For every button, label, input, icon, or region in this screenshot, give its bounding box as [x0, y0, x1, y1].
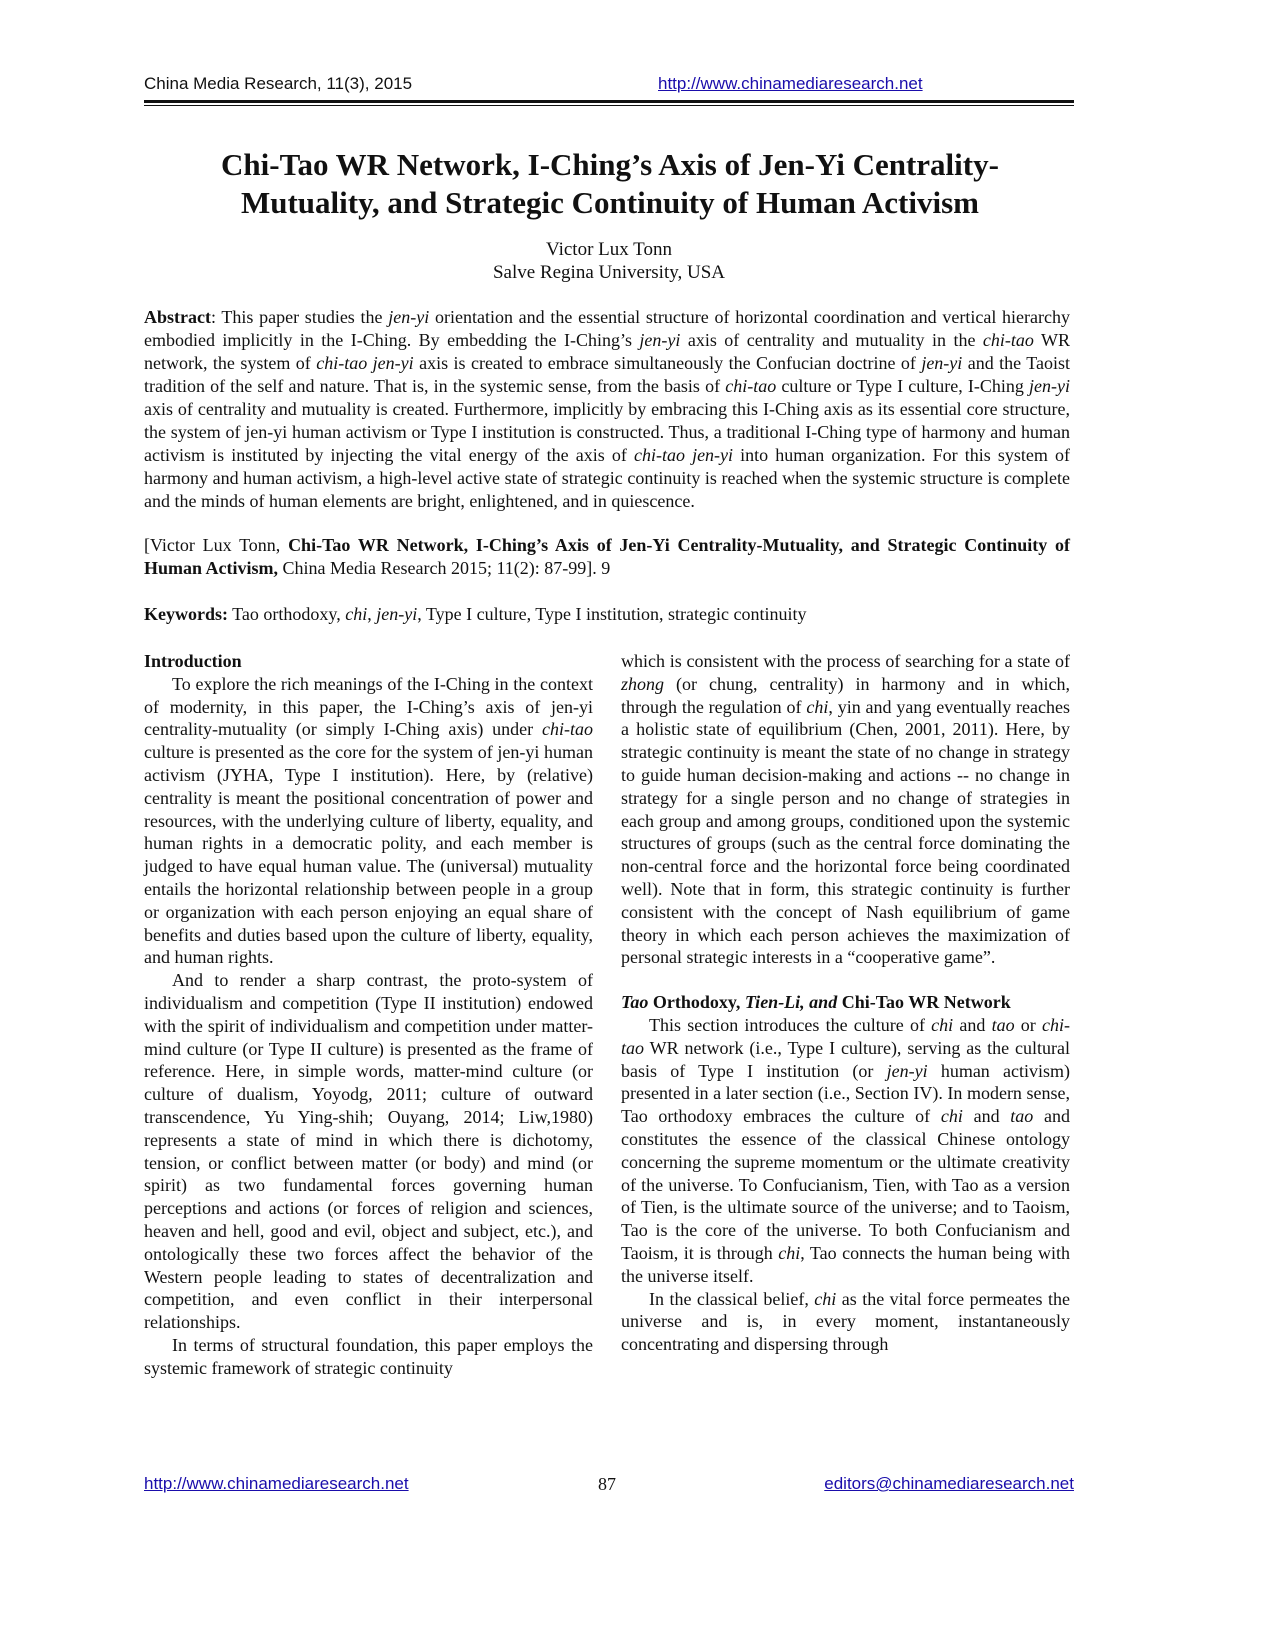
citation [144, 534, 1070, 580]
running-header [144, 72, 1074, 100]
abstract-label: Abstract [144, 307, 211, 327]
paragraph [144, 673, 593, 969]
paragraph-term: chi [778, 1242, 801, 1263]
abstract-term: jen-yi [639, 330, 681, 350]
abstract-text: axis of centrality and mutuality in the [680, 330, 983, 350]
paragraph-text: , yin and yang eventually reaches a holistic state of equilibrium (Chen, 2001, 2011). Here, by strategic continuity is meant the state of no change in strategy to guide human decision-making and actions -- no change in strategy for a single person and no change of strategies in each group and among groups, conditioned upon the systemic structures of groups (such as the central force dominating the non-central force and the horizontal force being coordinated well). Note that in form, this strategic continuity is further consistent with the concept of Nash equilibrium of game theory in which each person achieves the maximization of personal strategic interests in a “cooperative game”. [621, 696, 1071, 968]
paragraph-term: chi-tao [542, 719, 593, 740]
paragraph-text: To explore the rich meanings of the I-Ching in the context of modernity, in this paper, the I-Ching’s axis of jen-yi centrality-mutuality (or simply I-Ching axis) under [144, 673, 593, 740]
paragraph-text: and [962, 1106, 1011, 1127]
header-journal-link[interactable]: http://www.chinamediaresearch.net [658, 74, 923, 93]
paragraph-text: and [953, 1014, 992, 1035]
paragraph-term: tao [1010, 1106, 1034, 1127]
keywords-text: , Type I culture, Type I institution, strategic continuity [417, 604, 807, 624]
abstract-text: culture or Type I culture, I-Ching [776, 376, 1030, 396]
paragraph-text: and constitutes the essence of the classical Chinese ontology concerning the supreme momentum or the ultimate creativity of the universe. To Confucianism, Tien, with Tao as a version of Tien, is the ultimate source of the universe; and to Taoism, Tao is the core of the universe. To both Confucianism and Taoism, it is through [621, 1106, 1070, 1263]
header-rule-thick [144, 100, 1074, 103]
keywords [144, 603, 1070, 626]
abstract-text: and the Taoist tradition of the self and nature. That is, in the systemic sense, from the basis of [144, 353, 1071, 396]
heading-term: Tao [621, 992, 649, 1013]
paragraph-term: chi [940, 1106, 963, 1127]
abstract-text: : This paper studies the [210, 307, 389, 327]
citation-prefix: [Victor Lux Tonn, [144, 535, 289, 555]
title-line-2: Mutuality, and Strategic Continuity of Human Activism [240, 185, 979, 220]
section-spacer [621, 969, 1070, 991]
abstract-term: chi-tao [982, 330, 1034, 350]
page-footer [144, 1474, 1074, 1498]
keywords-term: chi [345, 604, 368, 624]
paragraph: And to render a sharp contrast, the proto-system of individualism and competition (Type II institution) endowed with the spirit of individualism and competition under matter-mind culture (or Type II culture) is presented as the frame of reference. Here, in simple words, matter-mind culture (or culture of dualism, Yoyodg, 2011; culture of outward transcendence, Yu Ying-shih; Ouyang, 2014; Liw,1980) represents a state of mind in which there is dichotomy, tension, or conflict between matter (or body) and mind (or spirit) as two fundamental forces governing human perceptions and actions (or forces of religion and sciences, heaven and hell, good and evil, object and subject, etc.), and ontologically these two forces affect the behavior of the Western people leading to states of decentralization and competition, and even conflict in their interpersonal relationships. [144, 970, 593, 1333]
paragraph-text: (or chung, centrality) in harmony and in which, through the regulation of [621, 673, 1070, 717]
left-column [144, 650, 593, 1380]
section-heading-introduction: Introduction [144, 651, 242, 671]
abstract-term: chi-tao jen-yi [633, 445, 734, 465]
section-heading-tao-orthodoxy [621, 991, 1070, 1014]
abstract-text: axis is created to embrace simultaneously the Confucian doctrine of [413, 353, 922, 373]
heading-text: Chi-Tao WR Network [837, 992, 1011, 1013]
paragraph-term: zhong [621, 673, 665, 694]
paragraph-text: , Tao connects the human being with the universe itself. [621, 1242, 1070, 1286]
footer-journal-link[interactable]: http://www.chinamediaresearch.net [144, 1474, 409, 1493]
paper-title [160, 146, 1060, 222]
paragraph-term: tao [991, 1014, 1015, 1035]
paragraph-text: WR network (i.e., Type I culture), serving as the cultural basis of Type I institution (or [621, 1037, 1070, 1081]
paragraph-term: chi [814, 1288, 837, 1309]
citation-suffix: China Media Research 2015; 11(2): 87-99]. 9 [278, 558, 611, 578]
paragraph-text: which is consistent with the process of searching for a state of [621, 651, 1070, 671]
footer-email-link[interactable]: editors@chinamediaresearch.net [824, 1474, 1074, 1493]
paragraph-term: chi [931, 1014, 954, 1035]
paragraph-term: chi-tao [621, 1014, 1070, 1058]
paragraph-text: or [1014, 1014, 1043, 1035]
paragraph-term: jen-yi [886, 1060, 928, 1081]
header-rule-thin [144, 105, 1074, 106]
abstract-term: jen-yi [921, 353, 963, 373]
abstract-term: jen-yi [1029, 376, 1070, 396]
page-number: 87 [598, 1474, 616, 1494]
paragraph-term: chi [806, 696, 829, 717]
keywords-label: Keywords: [144, 604, 228, 624]
paragraph-text: as the vital force permeates the universe and is, in every moment, instantaneously concentrating and dispersing through [621, 1288, 1070, 1355]
paragraph-text: In the classical belief, [649, 1288, 815, 1309]
abstract-term: jen-yi [388, 307, 430, 327]
paragraph-text: human activism) presented in a later section (i.e., Section IV). In modern sense, Tao orthodoxy embraces the culture of [621, 1060, 1070, 1127]
right-column [621, 650, 1070, 1356]
paragraph [621, 1014, 1070, 1288]
abstract-text: axis of centrality and mutuality is created. Furthermore, implicitly by embracing this I-Ching axis as its essential core structure, the system of jen-yi human activism or Type I institution is constructed. Thus, a traditional I-Ching type of harmony and human activism is instituted by injecting the vital energy of the axis of [144, 399, 1070, 465]
keywords-term: jen-yi [376, 604, 418, 624]
abstract-text: into human organization. For this system of harmony and human activism, a high-level active state of strategic continuity is reached when the systemic structure is complete and the minds of human elements are bright, enlightened, and in quiescence. [144, 445, 1070, 511]
paragraph [621, 650, 1070, 969]
journal-citation: China Media Research, 11(3), 2015 [144, 74, 413, 93]
author-affiliation: Salve Regina University, USA [492, 262, 726, 283]
abstract-term: chi-tao jen-yi [316, 353, 414, 373]
paragraph [621, 1288, 1070, 1356]
paragraph-text: culture is presented as the core for the system of jen-yi human activism (JYHA, Type I institution). Here, by (relative) centrality is meant the positional concentration of power and resources, with the underlying culture of liberty, equality, and human rights in a democratic polity, and each member is judged to have equal human value. The (universal) mutuality entails the horizontal relationship between people in a group or organization with each person enjoying an equal share of benefits and duties based upon the culture of liberty, equality, and human rights. [144, 742, 593, 968]
author-block [144, 238, 1074, 284]
keywords-text: Tao orthodoxy, [228, 604, 346, 624]
abstract-text: orientation and the essential structure of horizontal coordination and vertical hierarchy embodied implicitly in the I-Ching. By embedding the I-Ching’s [144, 307, 1070, 350]
keywords-text: , [367, 604, 377, 624]
abstract [144, 306, 1070, 513]
author-name: Victor Lux Tonn [546, 239, 672, 260]
title-line-1: Chi-Tao WR Network, I-Ching’s Axis of Jen-Yi Centrality- [221, 147, 999, 182]
abstract-text: WR network, the system of [144, 330, 1070, 373]
citation-title: Chi-Tao WR Network, I-Ching’s Axis of Jen-Yi Centrality-Mutuality, and Strategic Continuity of Human Activism, [144, 535, 1070, 578]
heading-term: Tien-Li, and [744, 992, 838, 1013]
abstract-term: chi-tao [725, 376, 777, 396]
paragraph: In terms of structural foundation, this paper employs the systemic framework of strategic continuity [144, 1334, 593, 1378]
paragraph-text: This section introduces the culture of [649, 1014, 932, 1035]
heading-text: Orthodoxy, [648, 992, 745, 1013]
